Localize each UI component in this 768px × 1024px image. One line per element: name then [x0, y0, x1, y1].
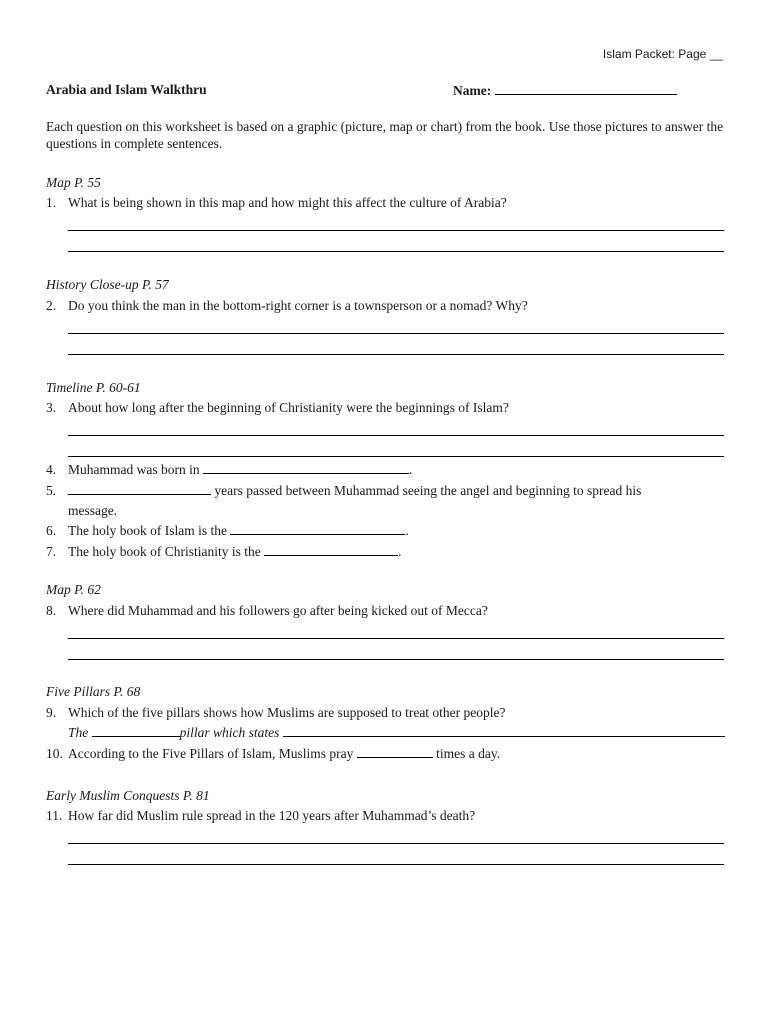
section-early-muslim-conquests: Early Muslim Conquests P. 81 — [46, 788, 210, 803]
answer-middle: pillar which states — [179, 725, 280, 740]
question-number: 8. — [46, 603, 57, 618]
question-number: 6. — [46, 523, 57, 538]
section-five-pillars: Five Pillars P. 68 — [46, 684, 141, 699]
question-number: 7. — [46, 544, 57, 559]
question-text: Muhammad was born in — [68, 462, 200, 477]
question-text: About how long after the beginning of Christianity were the beginnings of Islam? — [68, 400, 509, 415]
question-5 — [46, 483, 641, 499]
question-9-answer — [68, 725, 725, 741]
question-number: 5. — [46, 483, 57, 498]
instructions: Each question on this worksheet is based on a graphic (picture, map or chart) from the book. Use those pictures to answer the questions in complete sentences. — [46, 119, 724, 151]
answer-line[interactable] — [68, 354, 724, 355]
section-history-close-up: History Close-up P. 57 — [46, 277, 169, 292]
question-text: Where did Muhammad and his followers go after being kicked out of Mecca? — [68, 603, 488, 618]
section-map-55: Map P. 55 — [46, 175, 101, 190]
question-1 — [46, 195, 507, 211]
question-5-continued — [68, 503, 117, 519]
question-number: 3. — [46, 400, 57, 415]
name-field — [453, 82, 677, 99]
question-text: years passed between Muhammad seeing the angel and beginning to spread his — [214, 483, 642, 498]
answer-line[interactable] — [68, 230, 724, 231]
question-2 — [46, 298, 528, 314]
question-9 — [46, 705, 506, 721]
fill-blank[interactable] — [68, 483, 211, 495]
question-number: 2. — [46, 298, 57, 313]
worksheet-title: Arabia and Islam Walkthru — [46, 82, 207, 97]
question-text: The holy book of Islam is the — [68, 523, 227, 538]
question-10 — [46, 746, 500, 762]
question-6 — [46, 523, 409, 539]
answer-prefix: The — [68, 725, 89, 740]
question-text-end: . — [405, 523, 409, 538]
name-blank[interactable] — [495, 82, 677, 95]
question-text-end: times a day. — [436, 746, 501, 761]
question-11 — [46, 808, 475, 824]
page-label: Islam Packet: Page __ — [602, 47, 723, 61]
fill-blank[interactable] — [264, 544, 398, 556]
answer-line[interactable] — [68, 251, 724, 252]
answer-line[interactable] — [68, 843, 724, 844]
question-text: How far did Muslim rule spread in the 120 years after Muhammad’s death? — [68, 808, 476, 823]
question-text: Which of the five pillars shows how Muslims are supposed to treat other people? — [68, 705, 506, 720]
fill-blank[interactable] — [357, 746, 433, 758]
answer-line[interactable] — [68, 864, 724, 865]
answer-line[interactable] — [68, 435, 724, 436]
fill-blank[interactable] — [230, 523, 405, 535]
question-text-end: . — [398, 544, 402, 559]
section-timeline: Timeline P. 60-61 — [46, 380, 141, 395]
question-text: According to the Five Pillars of Islam, Muslims pray — [68, 746, 354, 761]
question-4 — [46, 462, 412, 478]
question-number: 11. — [46, 808, 63, 823]
question-number: 10. — [46, 746, 63, 761]
question-number: 1. — [46, 195, 57, 210]
question-text: Do you think the man in the bottom-right corner is a townsperson or a nomad? Why? — [68, 298, 528, 313]
question-text-cont: message. — [68, 503, 118, 518]
fill-blank[interactable] — [92, 725, 180, 737]
question-8 — [46, 603, 488, 619]
answer-line[interactable] — [68, 456, 724, 457]
fill-blank[interactable] — [283, 725, 725, 737]
question-text-end: . — [408, 462, 413, 477]
question-text: What is being shown in this map and how might this affect the culture of Arabia? — [68, 195, 507, 210]
question-text: The holy book of Christianity is the — [68, 544, 261, 559]
name-label: Name: — [453, 83, 492, 98]
question-7 — [46, 544, 401, 560]
answer-line[interactable] — [68, 333, 724, 334]
question-number: 4. — [46, 462, 57, 477]
fill-blank[interactable] — [203, 462, 409, 474]
section-map-62: Map P. 62 — [46, 582, 101, 597]
question-3 — [46, 400, 509, 416]
question-number: 9. — [46, 705, 57, 720]
answer-line[interactable] — [68, 638, 724, 639]
answer-line[interactable] — [68, 659, 724, 660]
